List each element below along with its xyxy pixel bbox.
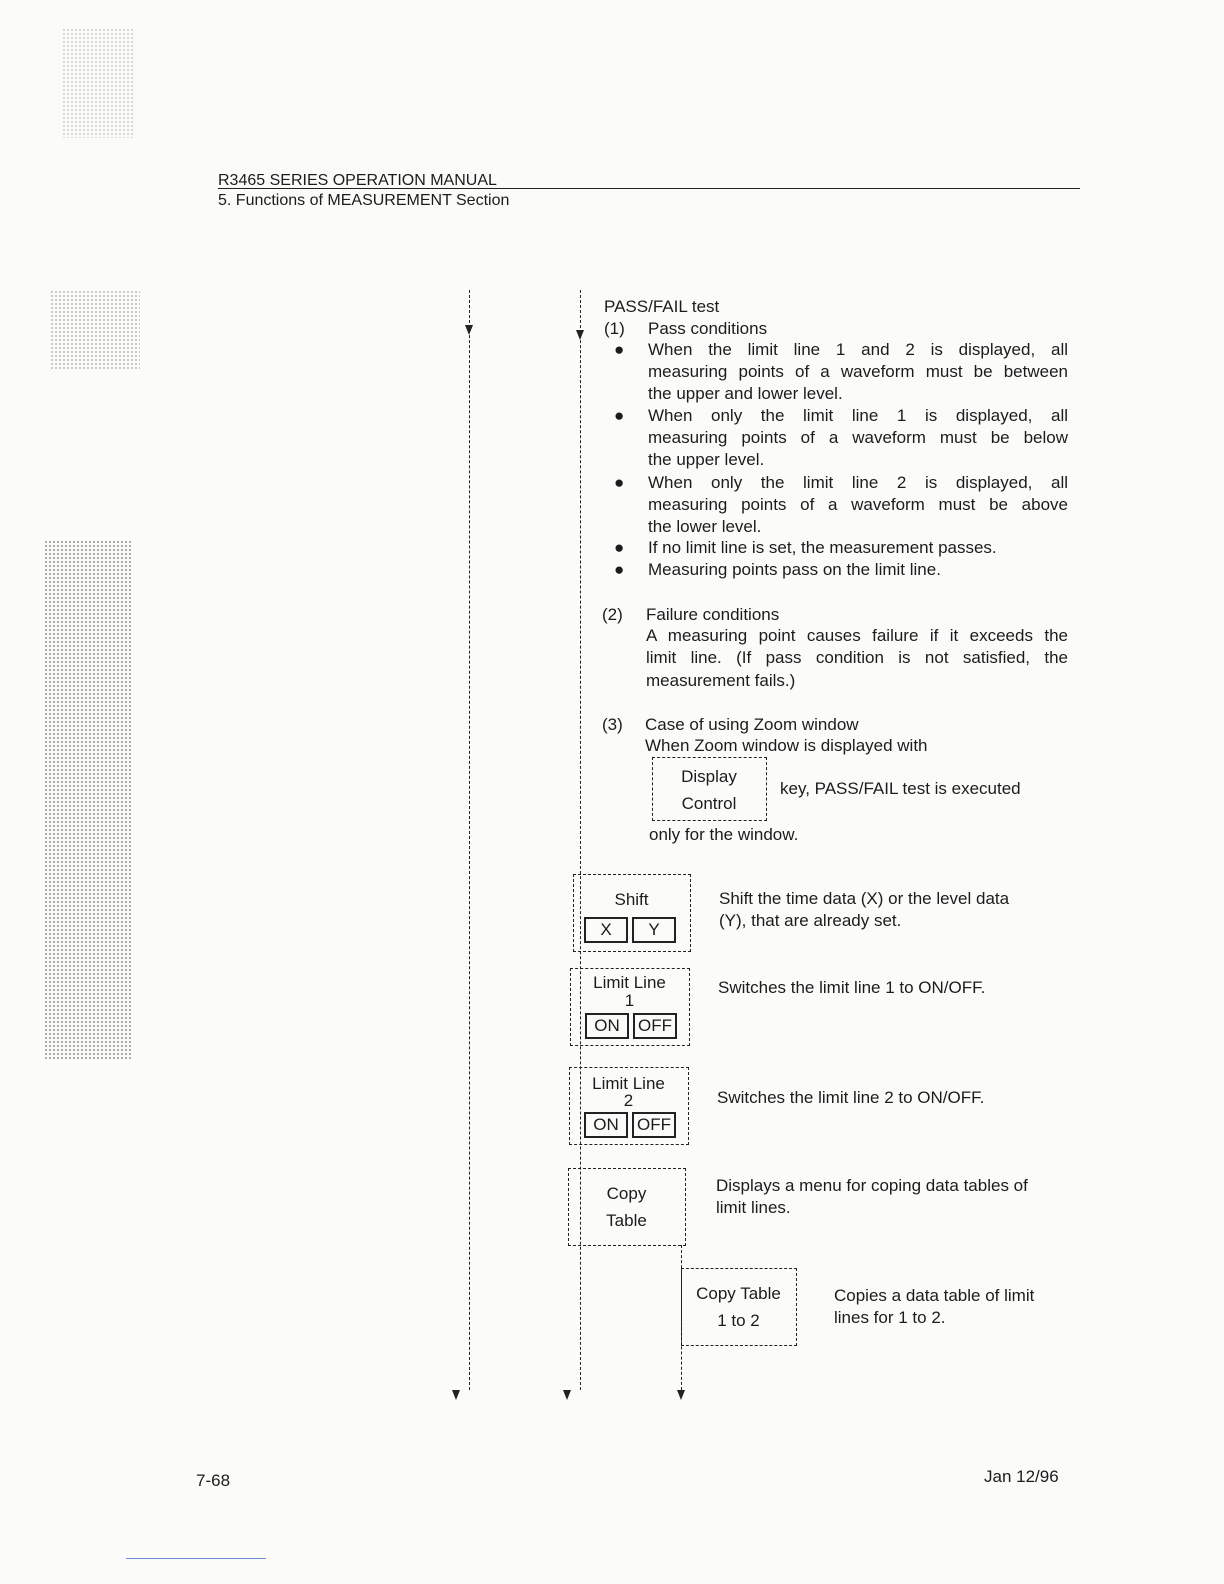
copy-table-desc-line-2: limit lines. [716, 1198, 791, 1217]
copy-table-1-to-2-desc-line-2: lines for 1 to 2. [834, 1308, 946, 1327]
limit-line-1-softkey[interactable] [570, 968, 690, 1046]
passfail-title: PASS/FAIL test [604, 297, 720, 316]
flow-arrow-3 [677, 1390, 685, 1400]
copy-table-1-to-2-softkey[interactable] [681, 1268, 797, 1346]
fail-num: (2) [602, 605, 623, 624]
pass-heading: Pass conditions [648, 319, 768, 338]
bullet-2: ● [614, 406, 625, 425]
display-control-key [652, 757, 767, 821]
copy-table-desc-line-1: Displays a menu for coping data tables of [716, 1176, 1028, 1195]
shift-desc-line-1: Shift the time data (X) or the level data [719, 889, 1010, 908]
bullet-2-line-2: measuring points of a waveform must be below [648, 428, 1068, 447]
bullet-1-line-1: When the limit line 1 and 2 is displayed, all [648, 340, 1068, 359]
flow-arrow-1a [465, 325, 473, 335]
bullet-1-line-2: measuring points of a waveform must be between [648, 362, 1068, 381]
shift-softkey-label: Shift [614, 890, 649, 909]
display-control-key-line-2: Control [681, 794, 737, 813]
bullet-4: ● [614, 538, 625, 557]
bottom-rule [126, 1558, 266, 1559]
limit-line-2-number: 2 [623, 1091, 634, 1110]
zoom-key-suffix: key, PASS/FAIL test is executed [780, 779, 1021, 798]
bullet-3: ● [614, 473, 625, 492]
fail-line-1: A measuring point causes failure if it exceeds the [646, 626, 1068, 645]
copy-table-line-1: Copy [606, 1184, 647, 1203]
bullet-3-line-3: the lower level. [648, 517, 762, 536]
copy-table-softkey[interactable] [568, 1168, 686, 1246]
limit-line-2-off-button[interactable]: OFF [632, 1112, 676, 1138]
limit-line-2-softkey[interactable] [569, 1067, 689, 1145]
scan-noise-mid [50, 290, 140, 370]
page-number: 7-68 [196, 1471, 231, 1490]
bullet-3-line-1: When only the limit line 2 is displayed, all [648, 473, 1068, 492]
scan-noise-strip [44, 540, 132, 1060]
copy-table-line-2: Table [606, 1211, 647, 1230]
bullet-5: ● [614, 560, 625, 579]
bullet-3-line-2: measuring points of a waveform must be above [648, 495, 1068, 514]
zoom-line-3: only for the window. [649, 825, 799, 844]
flow-arrow-2a [576, 330, 584, 340]
bullet-4-line-1: If no limit line is set, the measurement passes. [648, 538, 997, 557]
limit-line-1-on-button[interactable]: ON [585, 1013, 629, 1039]
limit-line-2-desc: Switches the limit line 2 to ON/OFF. [717, 1088, 985, 1107]
manual-title: R3465 SERIES OPERATION MANUAL [218, 172, 497, 189]
bullet-2-line-3: the upper level. [648, 450, 765, 469]
limit-line-2-label: Limit Line [592, 1074, 665, 1093]
bullet-1: ● [614, 340, 625, 359]
copy-table-1-to-2-desc-line-1: Copies a data table of limit [834, 1286, 1035, 1305]
limit-line-2-on-button[interactable]: ON [584, 1112, 628, 1138]
fail-line-3: measurement fails.) [646, 671, 796, 690]
revision-date: Jan 12/96 [984, 1467, 1059, 1486]
display-control-key-line-1: Display [681, 767, 737, 786]
bullet-1-line-3: the upper and lower level. [648, 384, 843, 403]
zoom-heading: Case of using Zoom window [645, 715, 859, 734]
shift-x-button[interactable]: X [584, 917, 628, 943]
fail-heading: Failure conditions [646, 605, 780, 624]
scan-noise-top [62, 28, 134, 138]
flow-arrow-1b [452, 1390, 460, 1400]
limit-line-1-desc: Switches the limit line 1 to ON/OFF. [718, 978, 986, 997]
pass-num: (1) [604, 319, 625, 338]
bullet-2-line-1: When only the limit line 1 is displayed, all [648, 406, 1068, 425]
zoom-line-1: When Zoom window is displayed with [645, 736, 928, 755]
shift-desc-line-2: (Y), that are already set. [719, 911, 902, 930]
limit-line-1-number: 1 [624, 991, 635, 1010]
shift-softkey[interactable] [573, 874, 691, 952]
copy-table-1-to-2-line-2: 1 to 2 [717, 1311, 760, 1330]
copy-table-1-to-2-line-1: Copy Table [696, 1284, 781, 1303]
limit-line-1-off-button[interactable]: OFF [633, 1013, 677, 1039]
flow-line-1 [469, 290, 470, 1390]
limit-line-1-label: Limit Line [593, 973, 666, 992]
flow-arrow-2b [563, 1390, 571, 1400]
zoom-num: (3) [602, 715, 623, 734]
bullet-5-line-1: Measuring points pass on the limit line. [648, 560, 941, 579]
header-rule [218, 188, 1080, 189]
fail-line-2: limit line. (If pass condition is not satisfied, the [646, 648, 1068, 667]
shift-y-button[interactable]: Y [632, 917, 676, 943]
section-title: 5. Functions of MEASUREMENT Section [218, 192, 510, 209]
